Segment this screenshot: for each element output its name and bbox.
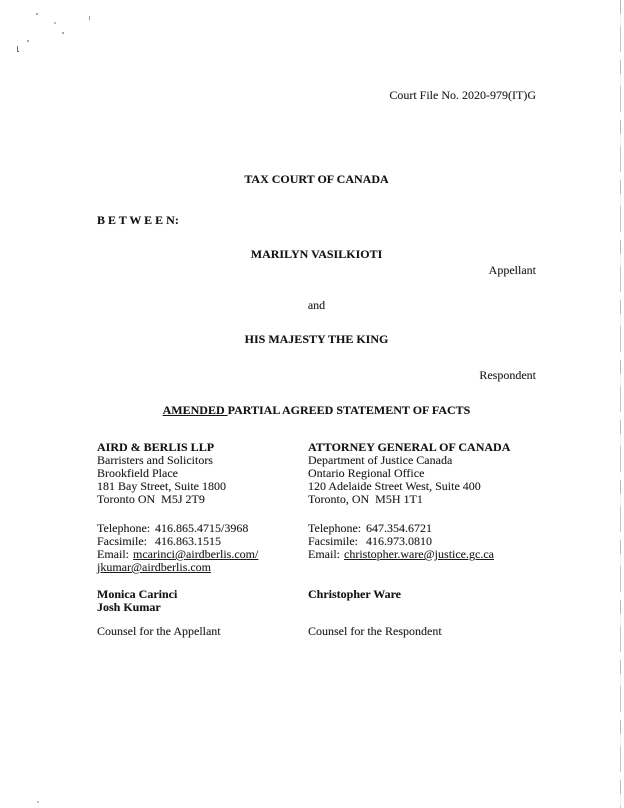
respondent-firm-address-line: 120 Adelaide Street West, Suite 400 xyxy=(308,479,481,493)
email-label: Email: xyxy=(308,547,340,561)
respondent-firm-address-line: Ontario Regional Office xyxy=(308,466,425,480)
scan-artifact xyxy=(37,801,39,803)
scan-edge-line xyxy=(620,0,621,808)
respondent-email-link[interactable]: christopher.ware@justice.gc.ca xyxy=(344,547,494,561)
scan-artifact xyxy=(17,46,19,52)
scan-artifact xyxy=(36,13,38,15)
and-label: and xyxy=(307,298,326,312)
respondent-telephone-number: 647.354.6721 xyxy=(366,521,432,535)
respondent-firm-block xyxy=(308,441,536,506)
court-name: TAX COURT OF CANADA xyxy=(244,172,389,186)
appellant-email-link-1[interactable]: mcarinci@airdberlis.com/ xyxy=(133,547,259,561)
appellant-firm-block xyxy=(97,441,308,506)
between-label: B E T W E E N: xyxy=(97,213,179,227)
respondent-lawyers-block xyxy=(308,588,536,614)
appellant-counsel-label: Counsel for the Appellant xyxy=(97,624,221,638)
appellant-lawyer-name: Josh Kumar xyxy=(97,600,161,614)
counsel-roles-row xyxy=(97,625,536,638)
respondent-name: HIS MAJESTY THE KING xyxy=(244,332,389,346)
appellant-lawyers-block xyxy=(97,588,308,614)
respondent-lawyer-name: Christopher Ware xyxy=(308,587,402,601)
respondent-contact-block xyxy=(308,522,536,574)
appellant-email-line xyxy=(97,561,308,574)
telephone-label: Telephone: xyxy=(308,521,362,535)
respondent-email-line xyxy=(308,548,536,561)
appellant-name: MARILYN VASILKIOTI xyxy=(250,247,383,261)
appellant-facsimile-number: 416.863.1515 xyxy=(155,534,221,548)
respondent-counsel-label: Counsel for the Respondent xyxy=(308,624,442,638)
document-title xyxy=(97,403,536,417)
appellant-lawyer-name: Monica Carinci xyxy=(97,587,178,601)
email-label: Email: xyxy=(97,547,129,561)
appellant-firm-address-line: Barristers and Solicitors xyxy=(97,453,213,467)
telephone-label: Telephone: xyxy=(97,521,151,535)
appellant-firm-address-line: Toronto ON M5J 2T9 xyxy=(97,492,205,506)
respondent-firm-name: ATTORNEY GENERAL OF CANADA xyxy=(308,440,511,454)
appellant-telephone-number: 416.865.4715/3968 xyxy=(155,521,249,535)
appellant-email-link-2[interactable]: jkumar@airdberlis.com xyxy=(97,560,212,574)
appellant-contact-block xyxy=(97,522,308,574)
appellant-firm-address-line: 181 Bay Street, Suite 1800 xyxy=(97,479,226,493)
respondent-firm-address-line: Department of Justice Canada xyxy=(308,453,453,467)
respondent-firm-address-line: Toronto, ON M5H 1T1 xyxy=(308,492,423,506)
document-title-rest: PARTIAL AGREED STATEMENT OF FACTS xyxy=(227,403,471,417)
appellant-firm-name: AIRD & BERLIS LLP xyxy=(97,440,215,454)
court-file-number: Court File No. 2020-979(IT)G xyxy=(389,88,536,102)
scan-artifact xyxy=(27,40,29,42)
counsel-names-row xyxy=(97,588,536,614)
respondent-facsimile-number: 416.973.0810 xyxy=(366,534,432,548)
counsel-contact-row xyxy=(97,522,536,574)
respondent-role-label: Respondent xyxy=(479,368,536,382)
document-title-amended: AMENDED xyxy=(162,403,228,417)
scan-artifact xyxy=(89,16,90,20)
counsel-firms-row xyxy=(97,441,536,506)
scan-artifact xyxy=(54,22,56,24)
appellant-role-label: Appellant xyxy=(488,263,536,277)
appellant-firm-address-line: Brookfield Place xyxy=(97,466,178,480)
facsimile-label: Facsimile: xyxy=(308,534,358,548)
scan-artifact xyxy=(62,32,64,34)
facsimile-label: Facsimile: xyxy=(97,534,147,548)
